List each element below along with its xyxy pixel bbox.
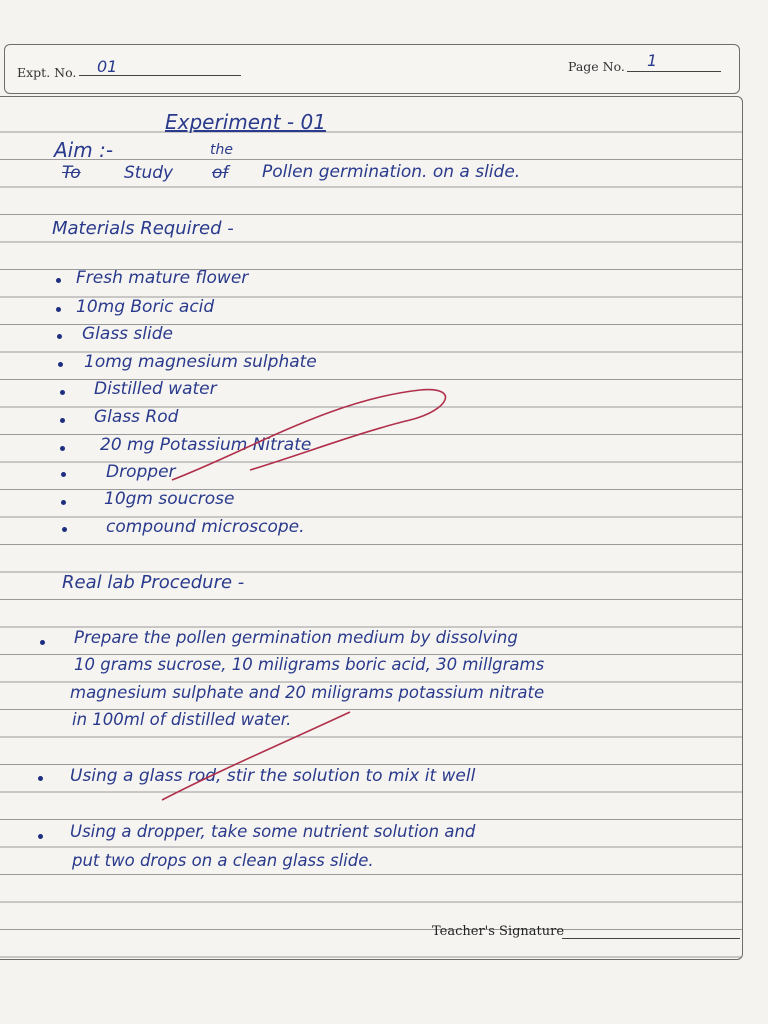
page-title: Experiment - 01 [165, 110, 326, 134]
page-no-line [627, 71, 721, 72]
list-bullet [60, 446, 65, 451]
list-item: Dropper [106, 462, 176, 482]
list-bullet [56, 278, 61, 283]
aim-struck-of: of [212, 163, 229, 183]
list-bullet [40, 640, 45, 645]
expt-no-value: 01 [97, 57, 118, 76]
aim-struck-to: To [62, 163, 81, 183]
procedure-line: put two drops on a clean glass slide. [72, 851, 374, 870]
procedure-line: in 100ml of distilled water. [72, 710, 292, 729]
list-bullet [38, 834, 43, 839]
aim-label: Aim :- [54, 138, 114, 162]
list-item: Fresh mature flower [76, 268, 249, 288]
list-item: 20 mg Potassium Nitrate [100, 435, 312, 455]
procedure-line: 10 grams sucrose, 10 miligrams boric acid, 30 millgrams [74, 655, 545, 674]
teacher-signature-line [562, 938, 740, 939]
list-bullet [61, 472, 66, 477]
procedure-line: Using a dropper, take some nutrient solution and [70, 822, 476, 841]
list-bullet [62, 527, 67, 532]
procedure-line: Prepare the pollen germination medium by dissolving [74, 628, 518, 647]
list-item: compound microscope. [106, 517, 305, 537]
teacher-signature-label: Teacher's Signature [432, 924, 565, 939]
expt-no-label: Expt. No. [17, 65, 77, 80]
page-no-label: Page No. [568, 59, 625, 74]
list-item: Distilled water [94, 379, 217, 399]
page-header [4, 44, 740, 94]
list-item: Glass slide [82, 324, 173, 344]
list-item: Glass Rod [94, 407, 179, 427]
list-bullet [60, 418, 65, 423]
materials-heading: Materials Required - [52, 218, 234, 239]
list-bullet [57, 334, 62, 339]
aim-study: Study [124, 163, 174, 183]
list-bullet [38, 776, 43, 781]
list-item: 10mg Boric acid [76, 297, 215, 317]
list-item: 1omg magnesium sulphate [84, 352, 317, 372]
procedure-line: Using a glass rod, stir the solution to mix it well [70, 766, 476, 786]
page-no-value: 1 [647, 51, 658, 70]
list-item: 10gm soucrose [104, 489, 235, 509]
aim-text: Pollen germination. on a slide. [262, 162, 521, 182]
list-bullet [61, 500, 66, 505]
list-bullet [58, 362, 63, 367]
aim-inserted-word: the [210, 142, 233, 158]
list-bullet [56, 307, 61, 312]
procedure-heading: Real lab Procedure - [62, 572, 245, 593]
procedure-line: magnesium sulphate and 20 miligrams potassium nitrate [70, 683, 545, 702]
list-bullet [60, 390, 65, 395]
